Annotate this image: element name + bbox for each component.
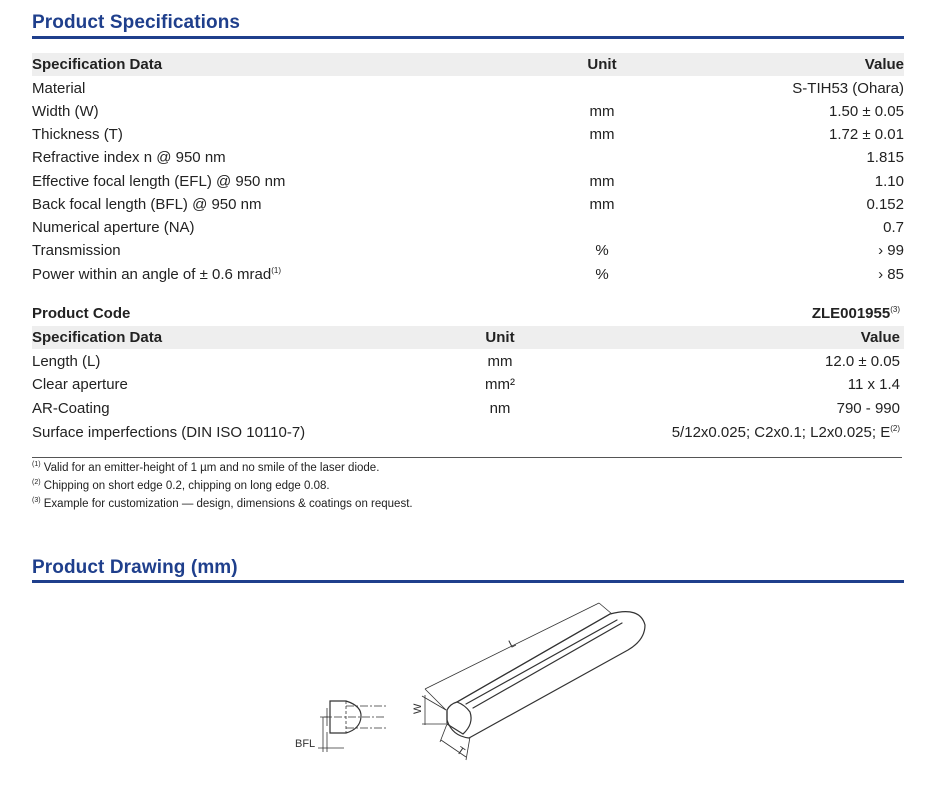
row-label: AR-Coating — [32, 400, 110, 417]
row-value: S-TIH53 (Ohara) — [792, 80, 904, 97]
row-label: Clear aperture — [32, 376, 128, 393]
dim-t-line — [441, 740, 466, 757]
row-label: Refractive index n @ 950 nm — [32, 149, 226, 166]
table-row — [32, 421, 904, 444]
row-label: Effective focal length (EFL) @ 950 nm — [32, 173, 286, 190]
footnote-mark: (1) — [32, 461, 41, 469]
drawing-section-rule — [32, 580, 904, 583]
rod-body — [447, 612, 645, 738]
table-row — [32, 77, 904, 100]
footnote — [32, 480, 330, 492]
table-row — [32, 263, 904, 286]
row-value — [672, 424, 900, 441]
table-row — [32, 350, 904, 373]
row-value: 12.0 ± 0.05 — [825, 353, 900, 370]
product-code-value — [812, 305, 900, 322]
row-label: Transmission — [32, 242, 121, 259]
rod-top-edge — [457, 614, 610, 702]
row-unit: mm — [487, 353, 513, 370]
footnote-ref: (3) — [890, 305, 900, 314]
spec-table-header — [32, 53, 904, 76]
row-unit: mm — [589, 173, 615, 190]
bfl-label: BFL — [295, 738, 316, 750]
row-label — [32, 266, 281, 283]
row-value: › 99 — [878, 242, 904, 259]
header-value: Value — [864, 56, 904, 73]
row-label: Surface imperfections (DIN ISO 10110-7) — [32, 424, 306, 441]
row-label: Width (W) — [32, 103, 99, 120]
header-unit: Unit — [587, 56, 617, 73]
row-value: 11 x 1.4 — [847, 376, 900, 393]
header-unit: Unit — [485, 329, 515, 346]
row-value: 0.7 — [883, 219, 904, 236]
row-value: 1.10 — [874, 173, 904, 190]
footnote-mark: (2) — [32, 479, 41, 487]
table-row — [32, 193, 904, 216]
row-value: 1.50 ± 0.05 — [829, 103, 904, 120]
row-value: 1.72 ± 0.01 — [829, 126, 904, 143]
footnote-ref: (2) — [890, 424, 900, 433]
row-unit: mm — [589, 126, 615, 143]
table-row — [32, 397, 904, 420]
row-unit: mm — [589, 196, 615, 213]
dim-w-label: W — [412, 703, 424, 714]
row-label: Numerical aperture (NA) — [32, 219, 195, 236]
spec-section-title: Product Specifications — [32, 12, 241, 33]
row-unit: nm — [489, 400, 511, 417]
footnote-text: Valid for an emitter-height of 1 µm and no smile of the laser diode. — [43, 462, 380, 474]
row-label: Back focal length (BFL) @ 950 nm — [32, 196, 262, 213]
rod-end-face — [447, 702, 471, 734]
code-table-header — [32, 326, 904, 349]
dim-t-label: T — [454, 744, 467, 759]
dim-l-label: L — [506, 637, 518, 651]
footnote-divider — [32, 457, 902, 458]
footnote-mark: (3) — [32, 497, 41, 505]
header-spec-data: Specification Data — [32, 56, 163, 73]
table-row — [32, 239, 904, 262]
table-row — [32, 123, 904, 146]
footnote-ref: (1) — [271, 266, 281, 275]
table-row — [32, 373, 904, 396]
row-unit: % — [595, 242, 609, 259]
product-code-text: ZLE001955 — [811, 305, 891, 322]
row-label-text: Power within an angle of ± 0.6 mrad — [32, 266, 272, 283]
row-label: Thickness (T) — [32, 126, 123, 143]
row-label: Material — [32, 80, 86, 97]
table-row — [32, 146, 904, 169]
footnote-text: Chipping on short edge 0.2, chipping on long edge 0.08. — [43, 480, 330, 492]
dim-l-line — [425, 603, 599, 689]
header-value: Value — [860, 329, 900, 346]
footnote-text: Example for customization — design, dimensions & coatings on request. — [43, 498, 413, 510]
row-unit: % — [595, 266, 609, 283]
row-value: 1.815 — [866, 149, 904, 166]
drawing-section-title: Product Drawing (mm) — [32, 557, 238, 578]
rod-ridge-1 — [466, 620, 617, 704]
rod-ridge-2 — [473, 623, 622, 708]
table-row — [32, 170, 904, 193]
table-row — [32, 216, 904, 239]
product-code-label: Product Code — [32, 305, 131, 322]
row-unit: mm — [589, 103, 615, 120]
product-code-row — [32, 302, 904, 325]
row-value: 0.152 — [866, 196, 904, 213]
row-label: Length (L) — [32, 353, 101, 370]
footnote — [32, 462, 379, 474]
header-spec-data: Specification Data — [32, 329, 163, 346]
row-value-text: 5/12x0.025; C2x0.1; L2x0.025; E — [671, 424, 891, 441]
row-unit: mm² — [485, 376, 515, 393]
table-row — [32, 100, 904, 123]
row-value: 790 - 990 — [836, 400, 900, 417]
profile-shape — [330, 701, 361, 733]
row-value: › 85 — [878, 266, 904, 283]
footnote — [32, 498, 413, 510]
spec-section-rule — [32, 36, 904, 39]
